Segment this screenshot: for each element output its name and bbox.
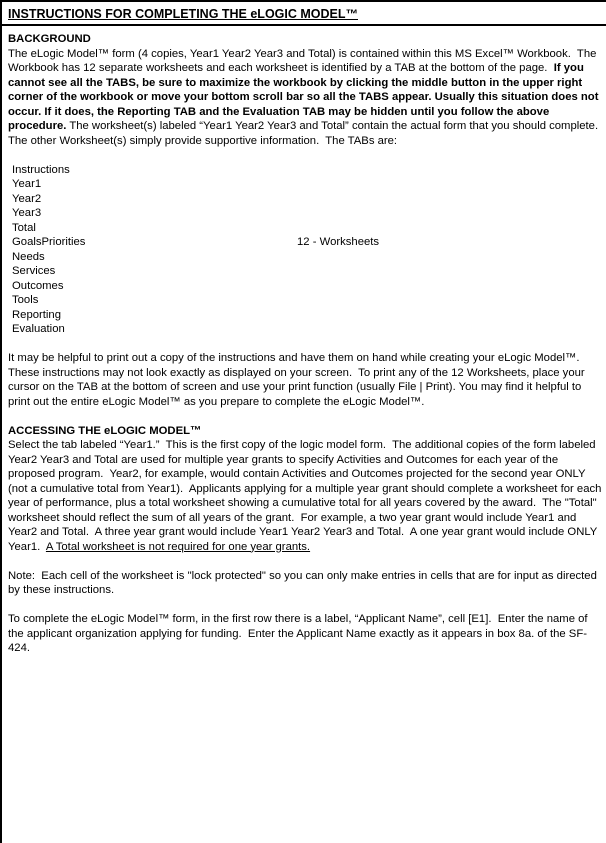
tab-list-item-total xyxy=(8,221,602,236)
text-run: To complete the eLogic Model™ form, in the first row there is a label, “Applicant Name”, cell [E1]. Enter the name of the applicant organization applying for funding. Enter the Applicant Name exactly as it appears in box 8a. of the SF-424. xyxy=(8,613,591,654)
tab-list-item-outcomes xyxy=(8,279,602,294)
tab-list-item-evaluation xyxy=(8,322,602,337)
background-heading xyxy=(8,32,602,47)
blank-line xyxy=(8,148,602,163)
tab-label: Tools xyxy=(12,294,39,306)
text-run: The worksheet(s) labeled “Year1 Year2 Year3 and Total” contain the actual form that you should complete. The other Worksheet(s) simply provide supportive information. The TABs are: xyxy=(8,120,605,147)
tab-list-item-reporting xyxy=(8,308,602,323)
tab-label: Year1 xyxy=(12,178,42,190)
background-paragraph xyxy=(8,47,605,149)
lock-note-paragraph xyxy=(8,569,602,598)
tab-list-item-year1 xyxy=(8,177,602,192)
blank-line xyxy=(8,598,602,613)
tab-label: Reporting xyxy=(12,308,61,321)
tab-list-item-year2 xyxy=(8,192,602,207)
blank-line xyxy=(8,337,602,352)
worksheet-tab-list xyxy=(8,163,602,337)
tab-list-item-year3 xyxy=(8,206,602,221)
tab-label: Needs xyxy=(12,250,45,263)
page-title-row xyxy=(2,2,606,26)
tab-label: Year3 xyxy=(12,207,42,219)
text-run: A Total worksheet is not required for one year grants. xyxy=(45,540,311,553)
text-run: ACCESSING THE eLOGIC MODEL™ xyxy=(8,424,202,437)
tab-list-item-instructions xyxy=(8,163,602,178)
document-body xyxy=(2,26,606,656)
tab-label: Instructions xyxy=(12,163,70,176)
text-run: BACKGROUND xyxy=(8,33,91,45)
blank-line xyxy=(8,409,602,424)
page-title: INSTRUCTIONS FOR COMPLETING THE eLOGIC MODEL™ xyxy=(8,7,358,21)
printing-paragraph xyxy=(8,351,602,409)
text-run: If you cannot see all the TABS, be sure to maximize the workbook by clicking the middle button in the upper right corner of the workbook or move your bottom scroll bar so all the TABS appear. Usually this situation does not occur. If it does, the Reporting TAB and the Evaluation TAB may be hidden until you follow the above procedure. xyxy=(8,62,602,132)
tab-label: Year2 xyxy=(12,192,42,205)
tab-list-item-tools xyxy=(8,293,602,308)
tab-label: Services xyxy=(12,265,56,277)
text-run: Select the tab labeled “Year1.” This is the first copy of the logic model form. The additional copies of the form labeled Year2 Year3 and Total are used for multiple year grants to specify Activities and Outcomes for each year of the proposed program. Year2, for example, would contain Activities and Outcomes projected for the second year ONLY (not a cumulative total from Year1). Applicants applying for a multiple year grant should complete a worksheet for each year of performance, plus a total worksheet showing a cumulative total for all years covered by the award. The "Total" worksheet should reflect the sum of all years of the grant. For example, a two year grant would include Year1 and Year2 and Total. A three year grant would include Year1 Year2 Year3 and Total. A one year grant would include ONLY Year1. xyxy=(8,439,605,553)
applicant-name-paragraph xyxy=(8,612,602,656)
tab-label: Evaluation xyxy=(12,323,65,335)
text-run: The eLogic Model™ form (4 copies, Year1 Year2 Year3 and Total) is contained within this MS Excel™ Workbook. The Workbook has 12 separate worksheets and each worksheet is identified by a TAB at the bottom of the page. xyxy=(8,47,600,74)
blank-line xyxy=(8,554,602,569)
tab-label: GoalsPriorities xyxy=(12,236,86,248)
worksheet-count-note: 12 - Worksheets xyxy=(297,236,380,248)
text-run: Note: Each cell of the worksheet is "lock protected" so you can only make entries in cells that are for input as directed by these instructions. xyxy=(8,569,600,596)
tab-list-item-needs xyxy=(8,250,602,265)
text-run: It may be helpful to print out a copy of the instructions and have them on hand while creating your eLogic Model™. These instructions may not look exactly as displayed on your screen. To print any of the 12 Worksheets, place your cursor on the TAB at the bottom of screen and use your print function (usually File | Print). You may find it helpful to print out the entire eLogic Model™ as you prepare to complete the eLogic Model™. xyxy=(8,352,588,408)
tab-label: Outcomes xyxy=(12,279,64,292)
accessing-heading xyxy=(8,424,602,439)
tab-list-item-services xyxy=(8,264,602,279)
tab-label: Total xyxy=(12,221,36,234)
accessing-paragraph xyxy=(8,438,605,554)
tab-list-item-goalspriorities xyxy=(8,235,602,250)
